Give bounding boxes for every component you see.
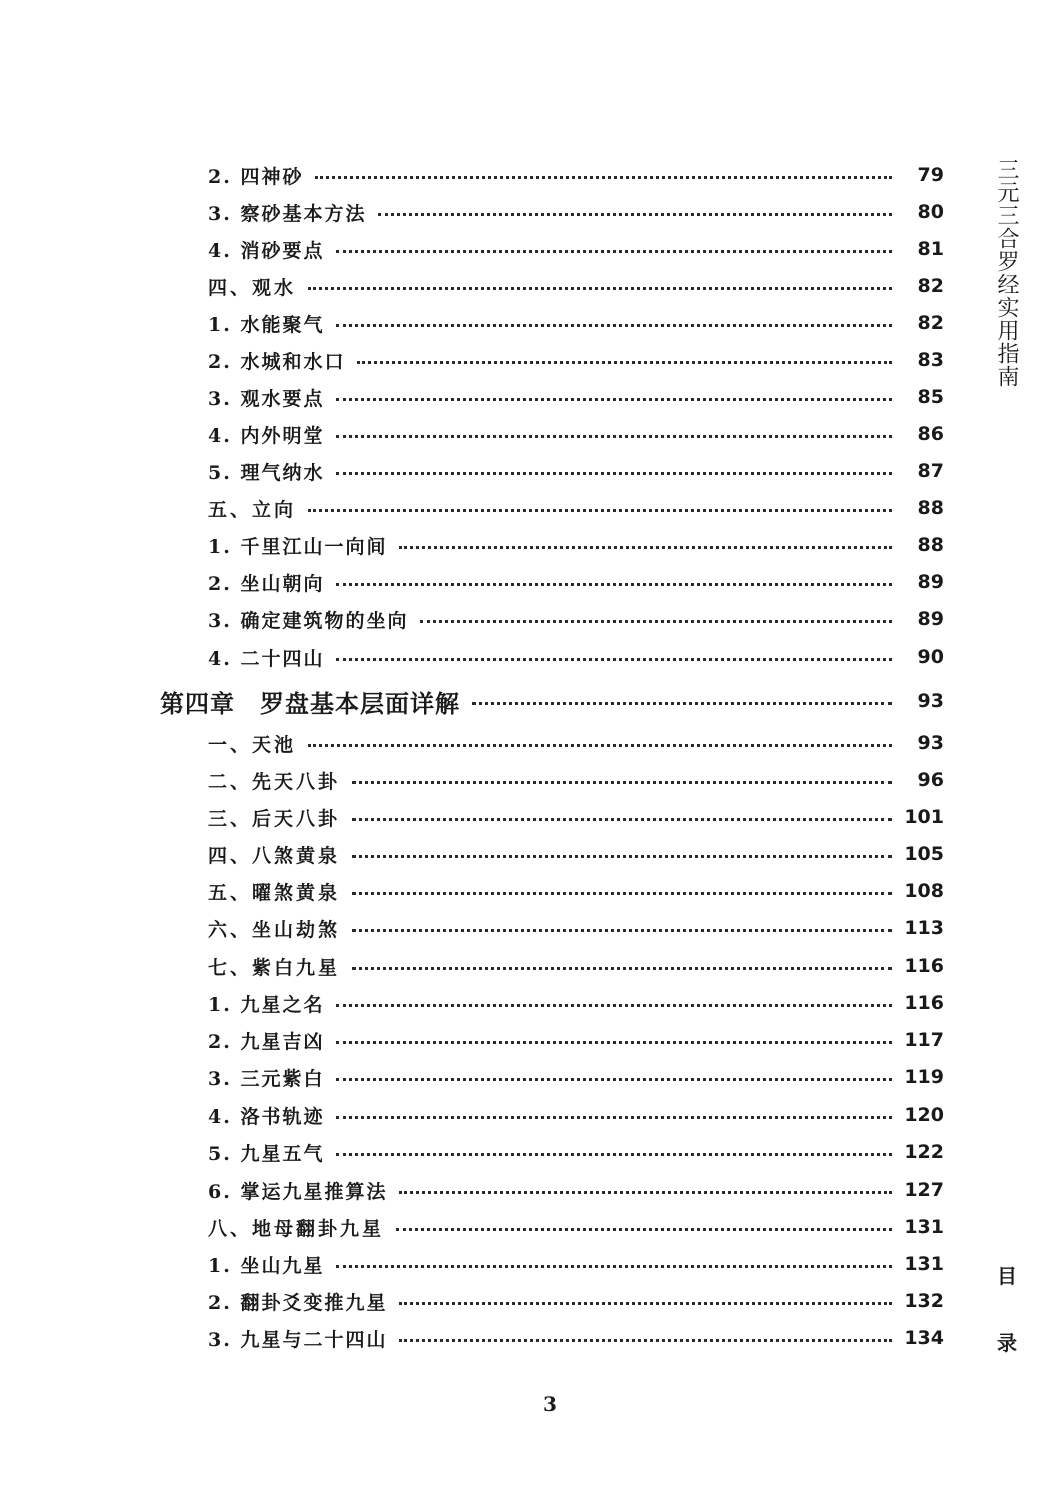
dot-leader	[336, 250, 892, 253]
dot-leader	[336, 1265, 892, 1268]
dot-leader	[399, 1339, 892, 1342]
dot-leader	[308, 509, 892, 512]
dot-leader	[399, 1191, 892, 1194]
toc-entry-title: 2. 坐山朝向	[208, 572, 325, 595]
toc-entry	[208, 802, 944, 832]
toc-entry-page: 105	[904, 843, 944, 865]
dot-leader	[420, 620, 892, 623]
toc-entry	[208, 456, 944, 486]
toc-entry-title: 二、先天八卦	[208, 770, 341, 793]
toc-entry-title: 2. 翻卦爻变推九星	[208, 1291, 388, 1314]
toc-entry-page: 82	[917, 312, 944, 334]
dot-leader	[336, 324, 892, 327]
toc-entry-title: 3. 察砂基本方法	[208, 202, 367, 225]
toc-entry	[208, 1323, 944, 1353]
toc-chapter-title: 第四章 罗盘基本层面详解	[160, 688, 460, 718]
dot-leader	[336, 1153, 892, 1156]
toc-entry-page: 108	[904, 880, 944, 902]
dot-leader	[378, 213, 892, 216]
toc-entry-title: 2. 四神砂	[208, 165, 304, 188]
dot-leader	[352, 781, 892, 784]
dot-leader	[315, 176, 892, 179]
toc-entry-title: 八、地母翻卦九星	[208, 1217, 385, 1240]
dot-leader	[352, 855, 892, 858]
dot-leader	[336, 472, 892, 475]
toc-entry	[208, 765, 944, 795]
toc-entry	[208, 234, 944, 264]
toc-entry	[208, 530, 944, 560]
toc-entry-page: 89	[917, 571, 944, 593]
toc-entry-page: 81	[917, 238, 944, 260]
toc-entry	[208, 567, 944, 597]
toc-entry	[208, 493, 944, 523]
toc-entry-title: 3. 观水要点	[208, 387, 325, 410]
toc-entry-page: 87	[917, 460, 944, 482]
toc-entry	[208, 988, 944, 1018]
dot-leader	[336, 1004, 892, 1007]
toc-entry-title: 6. 掌运九星推算法	[208, 1180, 388, 1203]
toc-entry-page: 88	[917, 534, 944, 556]
toc-entry-page: 83	[917, 349, 944, 371]
toc-entry-page: 131	[904, 1253, 944, 1275]
toc-entry-page: 116	[904, 955, 944, 977]
toc-entry	[208, 1249, 944, 1279]
toc-entry	[208, 1100, 944, 1130]
toc-entry	[208, 876, 944, 906]
toc-entry	[208, 1175, 944, 1205]
toc-entry-page: 101	[904, 806, 944, 828]
toc-entry-title: 4. 内外明堂	[208, 424, 325, 447]
toc-entry-page: 89	[917, 608, 944, 630]
dot-leader	[336, 658, 892, 661]
toc-entry-title: 五、立向	[208, 498, 297, 521]
toc-entry-page: 85	[917, 386, 944, 408]
dot-leader	[399, 546, 892, 549]
toc-chapter-entry	[160, 683, 944, 719]
toc-entry-title: 1. 水能聚气	[208, 313, 325, 336]
toc-entry-page: 113	[904, 917, 944, 939]
toc-entry-title: 1. 九星之名	[208, 993, 325, 1016]
toc-entry-page: 120	[904, 1104, 944, 1126]
dot-leader	[336, 1041, 892, 1044]
dot-leader	[336, 1116, 892, 1119]
book-title-vertical: 三元三合罗经实用指南	[994, 158, 1019, 388]
toc-entry	[208, 345, 944, 375]
toc-entry	[208, 1212, 944, 1242]
toc-entry-title: 4. 洛书轨迹	[208, 1105, 325, 1128]
toc-entry-title: 一、天池	[208, 733, 297, 756]
dot-leader	[336, 583, 892, 586]
toc-entry-page: 96	[917, 769, 944, 791]
toc-entry-page: 132	[904, 1290, 944, 1312]
toc-entry-title: 七、紫白九星	[208, 956, 341, 979]
toc-entry-title: 4. 二十四山	[208, 647, 325, 670]
toc-entry-page: 79	[917, 164, 944, 186]
toc-entry	[208, 951, 944, 981]
toc-entry	[208, 1286, 944, 1316]
toc-entry-page: 86	[917, 423, 944, 445]
toc-entry-title: 1. 千里江山一向间	[208, 535, 388, 558]
toc-entry	[208, 308, 944, 338]
toc-entry	[208, 419, 944, 449]
toc-entry	[208, 271, 944, 301]
dot-leader	[352, 967, 892, 970]
toc-entry	[208, 642, 944, 672]
toc-entry-page: 88	[917, 497, 944, 519]
toc-entry-page: 93	[917, 690, 944, 712]
toc-entry	[208, 1137, 944, 1167]
toc-entry-title: 五、曜煞黄泉	[208, 881, 341, 904]
section-label-lu: 录	[997, 1331, 1017, 1355]
toc-entry	[208, 197, 944, 227]
toc-entry-title: 5. 理气纳水	[208, 461, 325, 484]
toc-entry-title: 4. 消砂要点	[208, 239, 325, 262]
dot-leader	[352, 892, 892, 895]
toc-entry-page: 119	[904, 1066, 944, 1088]
dot-leader	[472, 702, 892, 705]
toc-entry-page: 116	[904, 992, 944, 1014]
toc-entry-title: 四、八煞黄泉	[208, 844, 341, 867]
toc-entry-title: 四、观水	[208, 276, 297, 299]
section-label-mu: 目	[997, 1264, 1017, 1288]
dot-leader	[357, 361, 892, 364]
dot-leader	[352, 818, 892, 821]
toc-entry-page: 134	[904, 1327, 944, 1349]
toc-entry-page: 117	[904, 1029, 944, 1051]
dot-leader	[336, 398, 892, 401]
toc-entry-title: 3. 三元紫白	[208, 1067, 325, 1090]
toc-entry-page: 82	[917, 275, 944, 297]
toc-entry-title: 3. 确定建筑物的坐向	[208, 609, 409, 632]
page-number: 3	[543, 1392, 557, 1416]
toc-entry	[208, 1025, 944, 1055]
dot-leader	[308, 287, 892, 290]
dot-leader	[352, 929, 892, 932]
toc-entry-title: 1. 坐山九星	[208, 1254, 325, 1277]
toc-entry	[208, 160, 944, 190]
toc-entry	[208, 604, 944, 634]
toc-entry-title: 3. 九星与二十四山	[208, 1328, 388, 1351]
toc-entry	[208, 382, 944, 412]
toc-entry-title: 5. 九星五气	[208, 1142, 325, 1165]
dot-leader	[336, 435, 892, 438]
dot-leader	[399, 1302, 892, 1305]
toc-entry	[208, 1062, 944, 1092]
dot-leader	[396, 1228, 892, 1231]
toc-entry-title: 2. 九星吉凶	[208, 1030, 325, 1053]
toc-entry-title: 六、坐山劫煞	[208, 918, 341, 941]
toc-entry-page: 93	[917, 732, 944, 754]
toc-entry-title: 三、后天八卦	[208, 807, 341, 830]
dot-leader	[308, 744, 892, 747]
toc-entry	[208, 839, 944, 869]
toc-entry-page: 90	[917, 646, 944, 668]
toc-entry	[208, 913, 944, 943]
dot-leader	[336, 1078, 892, 1081]
toc-entry-page: 80	[917, 201, 944, 223]
toc-entry-page: 131	[904, 1216, 944, 1238]
toc-entry	[208, 728, 944, 758]
toc-entry-title: 2. 水城和水口	[208, 350, 346, 373]
toc-entry-page: 127	[904, 1179, 944, 1201]
toc-entry-page: 122	[904, 1141, 944, 1163]
